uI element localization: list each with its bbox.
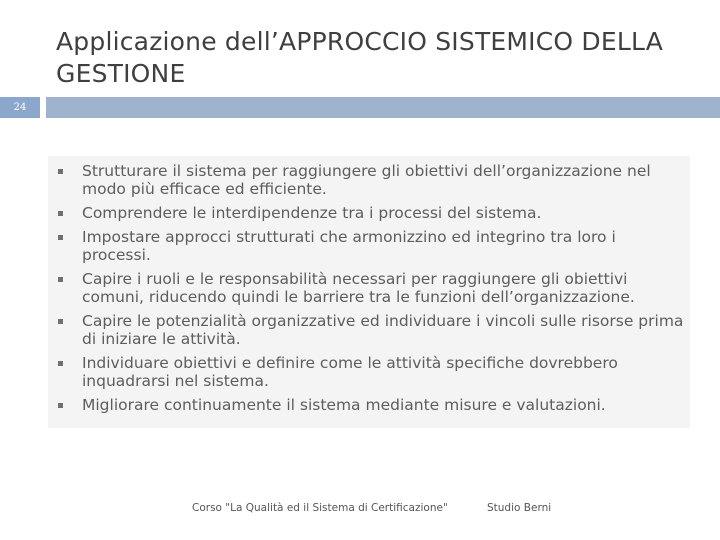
bullet-text: Capire le potenzialità organizzative ed individuare i vincoli sulle risorse prima di iniziare le attività. <box>82 312 684 348</box>
list-item <box>56 204 684 222</box>
list-item <box>56 270 684 306</box>
square-bullet-icon <box>58 235 63 240</box>
square-bullet-icon <box>58 211 63 216</box>
title-underline-bar <box>46 97 720 118</box>
list-item <box>56 354 684 390</box>
square-bullet-icon <box>58 361 63 366</box>
slide-title: Applicazione dell’APPROCCIO SISTEMICO DELLA GESTIONE <box>56 27 664 88</box>
square-bullet-icon <box>58 319 63 324</box>
bullet-text: Migliorare continuamente il sistema mediante misure e valutazioni. <box>82 396 606 414</box>
footer-author: Studio Berni <box>487 502 552 514</box>
square-bullet-icon <box>58 169 63 174</box>
square-bullet-icon <box>58 277 63 282</box>
footer-course-name: Corso "La Qualità ed il Sistema di Certificazione" <box>192 502 448 514</box>
list-item <box>56 312 684 348</box>
content-box <box>48 156 690 428</box>
bullet-text: Comprendere le interdipendenze tra i processi del sistema. <box>82 204 542 222</box>
bullet-list <box>56 162 684 414</box>
square-bullet-icon <box>58 403 63 408</box>
list-item <box>56 396 684 414</box>
slide-number: 24 <box>13 102 27 113</box>
bullet-text: Individuare obiettivi e definire come le attività specifiche dovrebbero inquadrarsi nel sistema. <box>82 354 618 390</box>
bullet-text: Capire i ruoli e le responsabilità necessari per raggiungere gli obiettivi comuni, riducendo quindi le barriere tra le funzioni dell’organizzazione. <box>82 270 635 306</box>
list-item <box>56 162 684 198</box>
list-item <box>56 228 684 264</box>
bullet-text: Strutturare il sistema per raggiungere gli obiettivi dell’organizzazione nel modo più efficace ed efficiente. <box>82 162 651 198</box>
bullet-text: Impostare approcci strutturati che armonizzino ed integrino tra loro i processi. <box>82 228 616 264</box>
